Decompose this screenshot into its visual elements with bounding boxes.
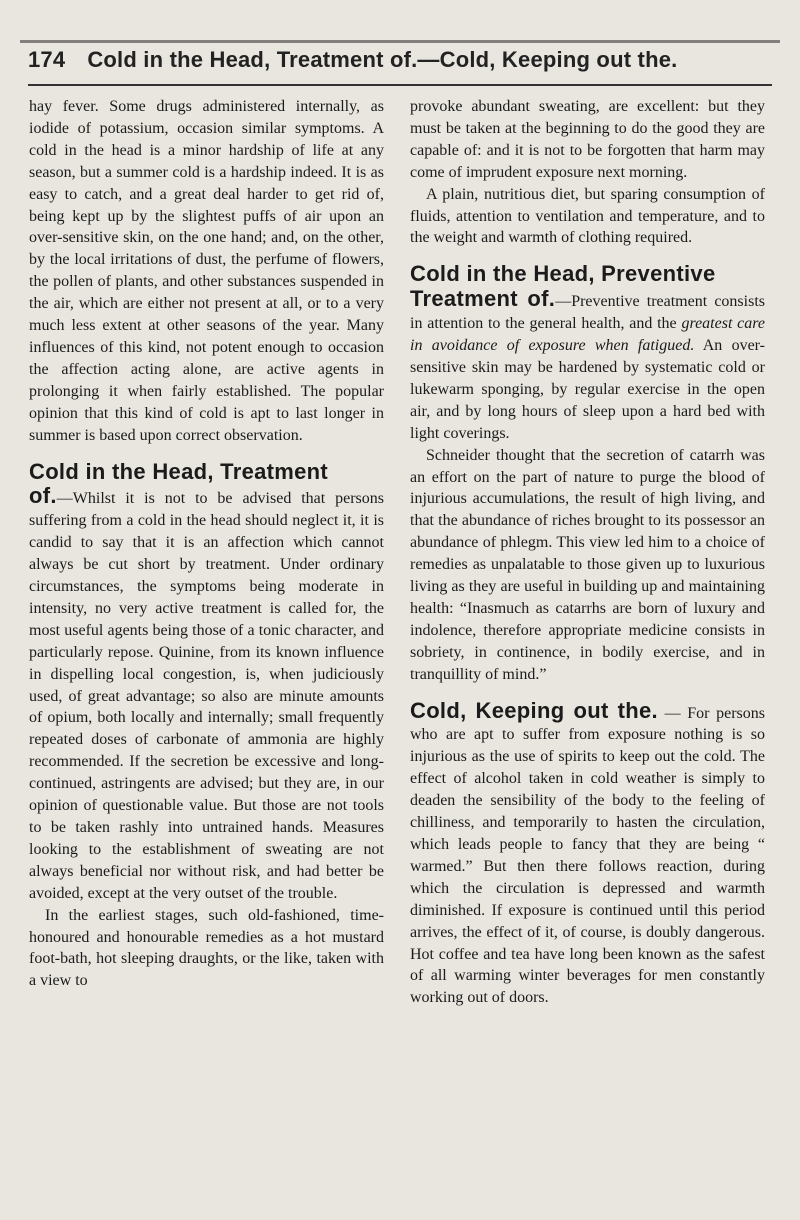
paragraph-diet: A plain, nutritious diet, but sparing consumption of fluids, attention to ventilation and temperature, and to the weight and warmth of clothing required. bbox=[410, 185, 765, 247]
left-column bbox=[29, 96, 384, 992]
section-heading-preventive: Cold in the Head, Preventive bbox=[410, 261, 716, 287]
section-text-preventive-lead: —Preventive treatment consists in attention to the general health, and the bbox=[410, 293, 765, 333]
top-edge-rule bbox=[20, 40, 780, 43]
section-text-treatment: —Whilst it is not to be advised that persons suffering from a cold in the head should neglect it, it is candid to say that it is an affection which cannot always be cut short by treatment. Under ordinary circumstances, the symptoms being moderate in intensity, no very active treatment is called for, the most useful agents being those of a tonic character, and particularly repose. Quinine, from its known influence in dispelling local congestion, is, when judiciously used, of great advantage; so also are minute amounts of opium, both locally and internally; small frequently repeated doses of carbonate of ammonia are highly recommended. If the secretion be excessive and long-continued, astringents are advised; but they are, in our opinion of questionable value. But those are not tools to be taken rashly into untrained hands. Measures looking to the establishment of sweating are not always beneficial nor without risk, and had better be avoided, except at the very outset of the trouble. bbox=[29, 490, 384, 902]
page-number: 174 bbox=[28, 47, 66, 72]
section-text-preventive: An over-sensitive skin may be hardened by systematic cold or lukewarm sponging, by regular exercise in the open air, and by long hours of sleep upon a hard bed with light coverings. bbox=[410, 337, 766, 442]
paragraph-earliest-stages: In the earliest stages, such old-fashioned, time-honoured and honourable remedies as a hot mustard foot-bath, hot sleeping draughts, or the like, taken with a view to bbox=[29, 906, 384, 990]
section-text-preventive-italic: greatest care in avoidance of exposure when fatigued. bbox=[410, 315, 765, 355]
paragraph-continued: provoke abundant sweating, are excellent: but they must be taken at the beginning to do the good they are capable of: and it is not to be forgotten that harm may come of imprudent exposure next morning. bbox=[410, 98, 765, 181]
running-title: Cold in the Head, Treatment of.—Cold, Keeping out the. bbox=[87, 47, 678, 72]
section-heading-treatment: Cold in the Head, Treatment bbox=[29, 458, 329, 484]
section-text-keeping-out: — For persons who are apt to suffer from exposure nothing is so injurious as the use of spirits to keep out the cold. The effect of alcohol taken in cold weather is simply to deaden the sensibility of the body to the feeling of chilliness, and temporarily to hasten the circulation, which leads people to fancy that they are being “ warmed.” But then there follows reaction, during which the circulation is depressed and warmth diminished. If exposure is continued until this period arrives, the effect of it, of course, is doubly dangerous. Hot coffee and tea have long been known as the safest of all warming winter beverages for men constantly working out of doors. bbox=[410, 704, 766, 1007]
intro-paragraph: hay fever. Some drugs administered internally, as iodide of potassium, occasion similar symptoms. A cold in the head is a minor hardship of life at any season, but a summer cold is a hardship indeed. It is as easy to catch, and a great deal harder to get rid of, being kept up by the slightest puffs of air upon an over-sensitive skin, on the one hand; and, on the other, by the local irritations of dust, the perfume of flowers, the pollen of plants, and other substances suspended in the air, which are either not present at all, or to a very much less extent at other seasons of the year. Many influences of this kind, not potent enough to occasion the affection acting alone, are active agents in prolonging it when fairly established. The popular opinion that this kind of cold is apt to last longer in summer is based upon correct observation. bbox=[29, 98, 384, 444]
section-heading-preventive-cont: Treatment of. bbox=[410, 286, 556, 312]
section-treatment bbox=[29, 458, 384, 905]
paragraph-schneider: Schneider thought that the secretion of catarrh was an effort on the part of nature to purge the blood of injurious accumulations, the result of high living, and that the abundance of riches brought to its possessor an abundance of phlegm. This view led him to a choice of remedies as unpalatable to those given up to luxurious living as they are useful in building up and maintaining health: “Inasmuch as catarrhs are born of luxury and indolence, therefore appropriate medicine consists in sobriety, in continence, in bodily exercise, and in tranquillity of mind.” bbox=[410, 446, 765, 683]
section-preventive bbox=[410, 263, 765, 444]
section-keeping-out bbox=[410, 697, 766, 1010]
section-heading-treatment-cont: of. bbox=[29, 483, 57, 509]
running-header bbox=[28, 47, 788, 73]
right-column bbox=[410, 96, 765, 1009]
header-rule bbox=[28, 84, 772, 86]
section-heading-keeping-out: Cold, Keeping out the. bbox=[410, 697, 658, 723]
